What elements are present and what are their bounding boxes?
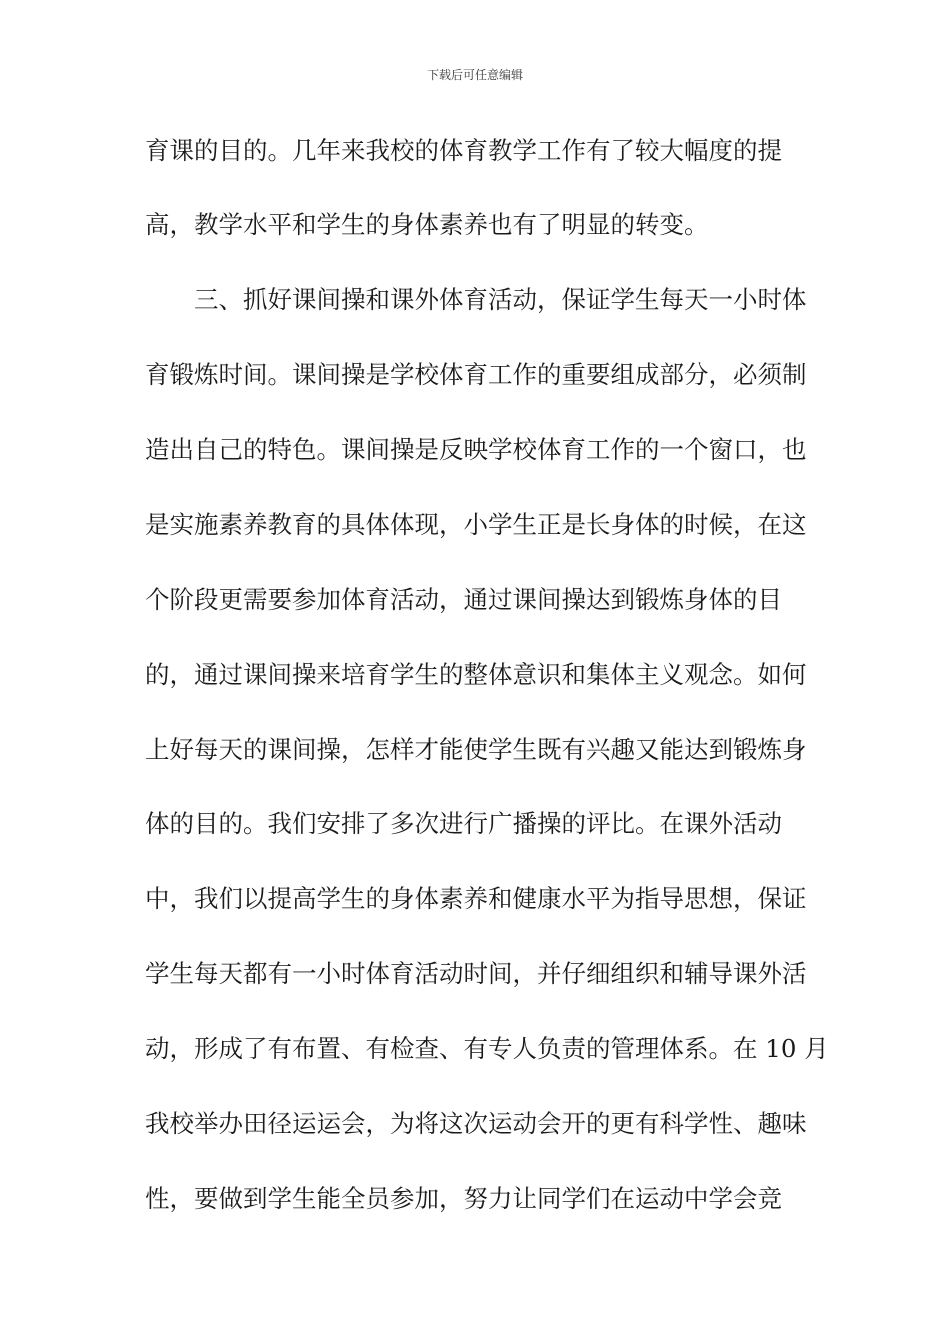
body-line: 中，我们以提高学生的身体素养和健康水平为指导思想，保证 <box>145 884 807 913</box>
body-line: 育锻炼时间。课间操是学校体育工作的重要组成部分，必须制 <box>145 360 807 389</box>
body-line: 高，教学水平和学生的身体素养也有了明显的转变。 <box>145 210 709 239</box>
body-line: 我校举办田径运运会，为将这次运动会开的更有科学性、趣味 <box>145 1109 807 1138</box>
body-line: 三、抓好课间操和课外体育活动，保证学生每天一小时体 <box>145 285 807 314</box>
header-note: 下载后可任意编辑 <box>426 68 523 82</box>
body-line: 的，通过课间操来培育学生的整体意识和集体主义观念。如何 <box>145 660 807 689</box>
body-line: 个阶段更需要参加体育活动，通过课间操达到锻炼身体的目 <box>145 585 782 614</box>
body-line: 性，要做到学生能全员参加，努力让同学们在运动中学会竞 <box>145 1184 782 1213</box>
body-line: 是实施素养教育的具体体现，小学生正是长身体的时候，在这 <box>145 510 807 539</box>
body-line: 造出自己的特色。课间操是反映学校体育工作的一个窗口，也 <box>145 435 807 464</box>
body-line: 动，形成了有布置、有检查、有专人负责的管理体系。在 10 月 <box>145 1034 829 1063</box>
body-line: 学生每天都有一小时体育活动时间，并仔细组织和辅导课外活 <box>145 959 807 988</box>
body-line: 体的目的。我们安排了多次进行广播操的评比。在课外活动 <box>145 809 782 838</box>
body-line: 育课的目的。几年来我校的体育教学工作有了较大幅度的提 <box>145 136 782 165</box>
body-line: 上好每天的课间操，怎样才能使学生既有兴趣又能达到锻炼身 <box>145 735 807 764</box>
